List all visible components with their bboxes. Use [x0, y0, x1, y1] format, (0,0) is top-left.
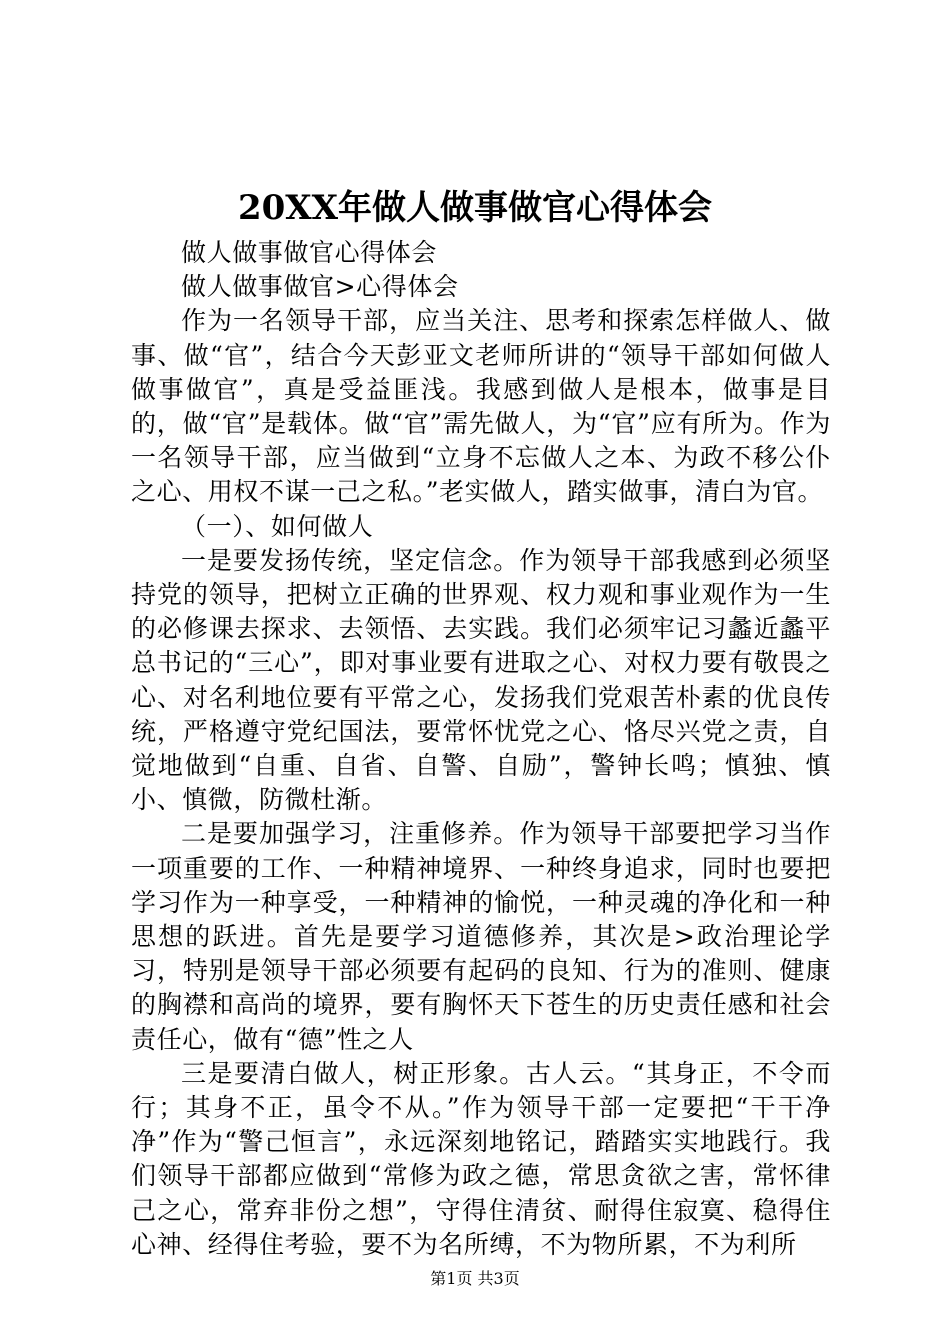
- paragraph-point-2: 二是要加强学习，注重修养。作为领导干部要把学习当作一项重要的工作、一种精神境界、一种终身追求，同时也要把学习作为一种享受，一种精神的愉悦，一种灵魂的净化和一种思想的跃进。首先是要学习道德修养，其次是>政治理论学习，特别是领导干部必须要有起码的良知、行为的准则、健康的胸襟和高尚的境界，要有胸怀天下苍生的历史责任感和社会责任心，做有“德”性之人: [131, 819, 831, 1054]
- subtitle-line-2: 做人做事做官>心得体会: [181, 272, 459, 302]
- intro-paragraph: 作为一名领导干部，应当关注、思考和探索怎样做人、做事、做“官”，结合今天彭亚文老师所讲的“领导干部如何做人做事做官”，真是受益匪浅。我感到做人是根本，做事是目的，做“官”是载体。做“官”需先做人，为“官”应有所为。作为一名领导干部，应当做到“立身不忘做人之本、为政不移公仆之心、用权不谋一己之私。”老实做人，踏实做事，清白为官。: [131, 306, 831, 507]
- subtitle-line-1: 做人做事做官心得体会: [181, 238, 438, 267]
- document-body: [131, 236, 831, 1262]
- page-number-footer: 第1页 共3页: [430, 1269, 520, 1288]
- section-heading: （一）、如何做人: [181, 511, 374, 541]
- document-title: 20XX年做人做事做官心得体会: [237, 188, 713, 228]
- paragraph-point-3: 三是要清白做人，树正形象。古人云。“其身正，不令而行；其身不正，虽令不从。”作为领导干部一定要把“干干净净”作为“警己恒言”，永远深刻地铭记，踏踏实实地践行。我们领导干部都应做到“常修为政之德，常思贪欲之害，常怀律己之心，常弃非份之想”，守得住清贫、耐得住寂寞、稳得住心神、经得住考验，要不为名所缚，不为物所累，不为利所: [131, 1058, 831, 1259]
- paragraph-point-1: 一是要发扬传统，坚定信念。作为领导干部我感到必须坚持党的领导，把树立正确的世界观、权力观和事业观作为一生的必修课去探求、去领悟、去实践。我们必须牢记习蠡近蠡平总书记的“三心”，即对事业要有进取之心、对权力要有敬畏之心、对名利地位要有平常之心，发扬我们党艰苦朴素的优良传统，严格遵守党纪国法，要常怀忧党之心、恪尽兴党之责，自觉地做到“自重、自省、自警、自励”，警钟长鸣；慎独、慎小、慎微，防微杜渐。: [131, 545, 831, 815]
